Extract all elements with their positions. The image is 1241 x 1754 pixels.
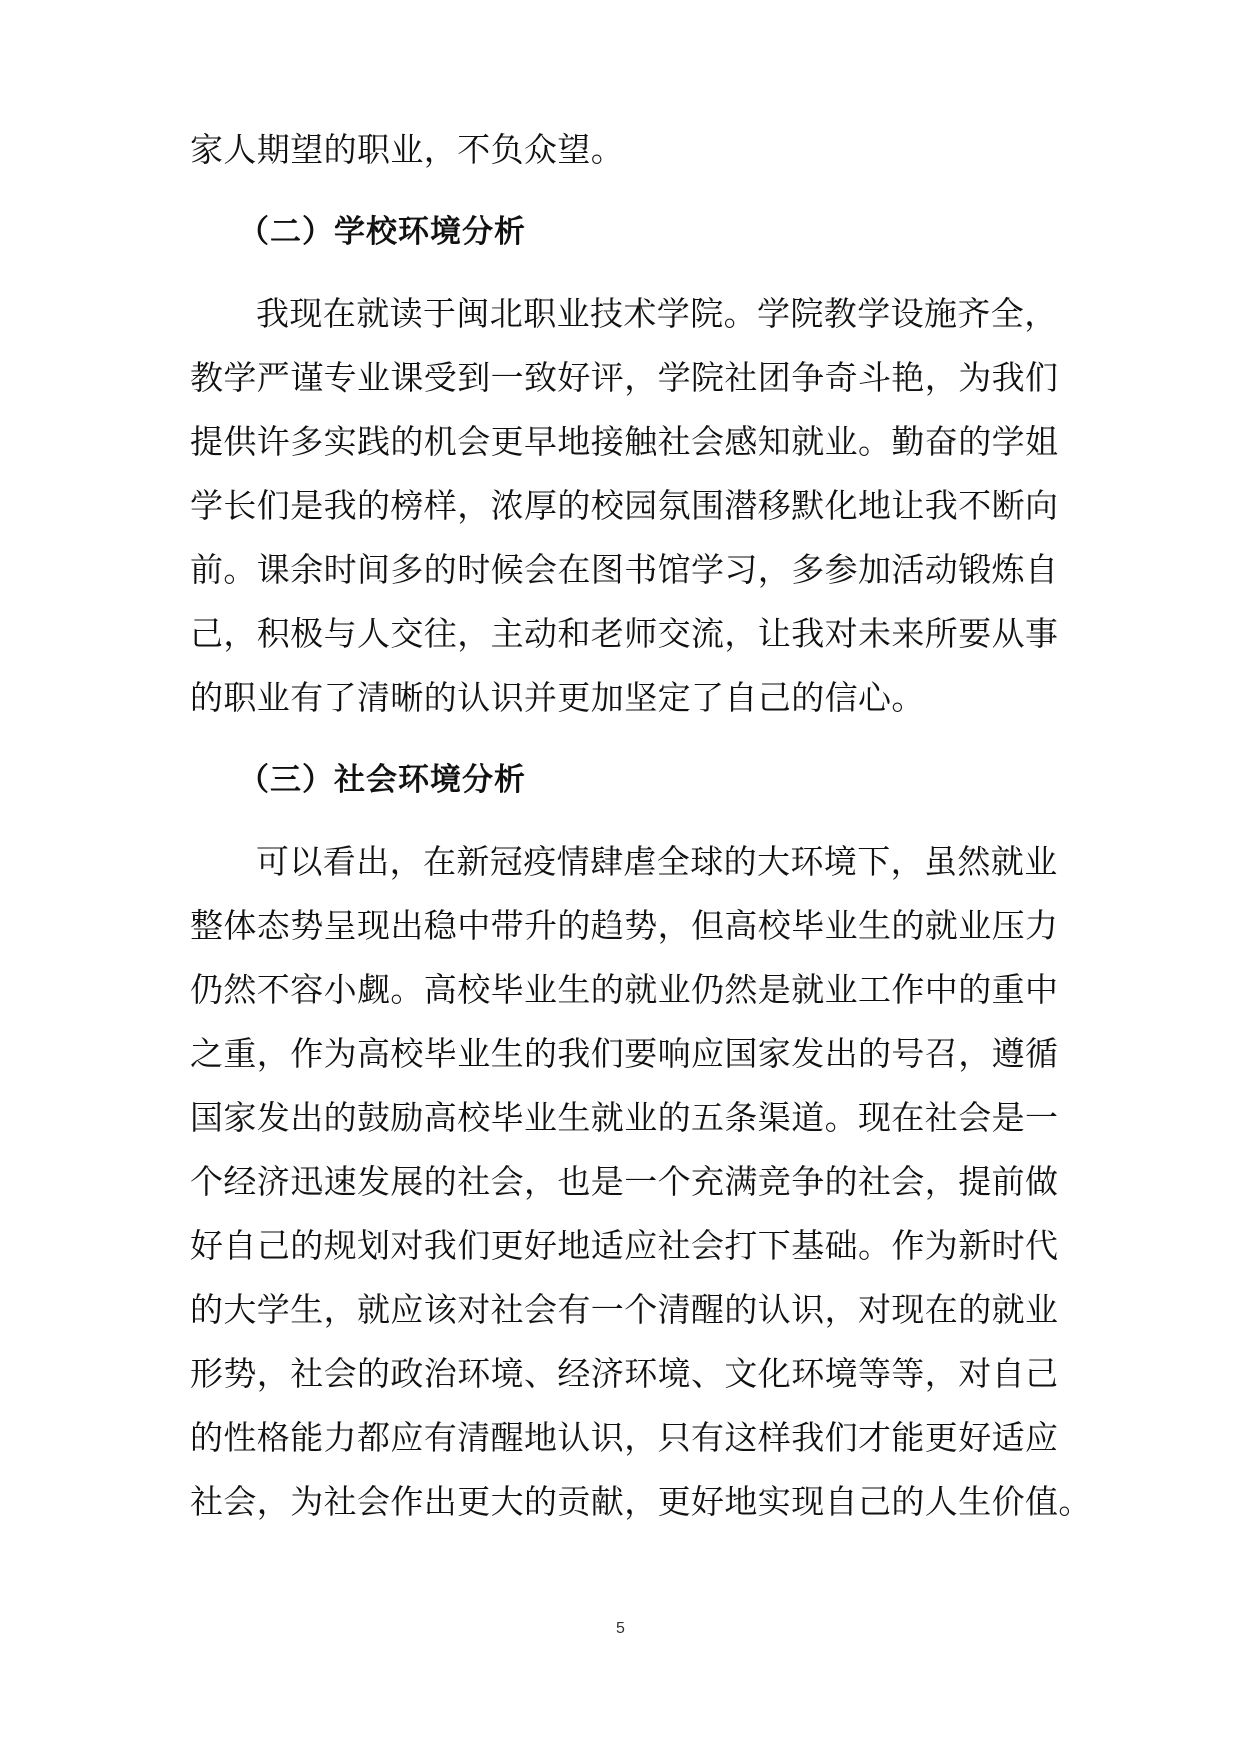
paragraph-line: 的性格能力都应有清醒地认识，只有这样我们才能更好适应 <box>190 1418 1059 1457</box>
paragraph-line: 的大学生，就应该对社会有一个清醒的认识，对现在的就业 <box>190 1290 1059 1329</box>
paragraph-line: 家人期望的职业，不负众望。 <box>190 130 625 169</box>
paragraph-line: 好自己的规划对我们更好地适应社会打下基础。作为新时代 <box>190 1226 1059 1265</box>
continuation-paragraph <box>190 118 1060 182</box>
paragraph-line: 学长们是我的榜样，浓厚的校园氛围潜移默化地让我不断向 <box>190 486 1059 525</box>
paragraph-line: 可以看出，在新冠疫情肆虐全球的大环境下，虽然就业 <box>256 842 1058 881</box>
page-body <box>190 118 1092 1534</box>
paragraph-line: 仍然不容小觑。高校毕业生的就业仍然是就业工作中的重中 <box>190 970 1059 1009</box>
paragraph-line: 教学严谨专业课受到一致好评，学院社团争奇斗艳，为我们 <box>190 358 1059 397</box>
paragraph-line: 社会，为社会作出更大的贡献，更好地实现自己的人生价值。 <box>190 1482 1092 1521</box>
paragraph-line: 己，积极与人交往，主动和老师交流，让我对未来所要从事 <box>190 614 1059 653</box>
social-environment-paragraph <box>190 830 1092 1534</box>
paragraph-line: 国家发出的鼓励高校毕业生就业的五条渠道。现在社会是一 <box>190 1098 1059 1137</box>
paragraph-line: 之重，作为高校毕业生的我们要响应国家发出的号召，遵循 <box>190 1034 1059 1073</box>
section-heading-school-environment: （二）学校环境分析 <box>238 214 526 250</box>
school-environment-paragraph <box>190 282 1060 730</box>
paragraph-line: 形势，社会的政治环境、经济环境、文化环境等等，对自己 <box>190 1354 1059 1393</box>
section-heading-social-environment: （三）社会环境分析 <box>238 762 526 798</box>
page-number: 5 <box>616 1620 625 1637</box>
paragraph-line: 我现在就读于闽北职业技术学院。学院教学设施齐全， <box>256 294 1058 333</box>
paragraph-line: 个经济迅速发展的社会，也是一个充满竞争的社会，提前做 <box>190 1162 1059 1201</box>
paragraph-line: 提供许多实践的机会更早地接触社会感知就业。勤奋的学姐 <box>190 422 1059 461</box>
paragraph-line: 整体态势呈现出稳中带升的趋势，但高校毕业生的就业压力 <box>190 906 1059 945</box>
paragraph-line: 的职业有了清晰的认识并更加坚定了自己的信心。 <box>190 678 925 717</box>
paragraph-line: 前。课余时间多的时候会在图书馆学习，多参加活动锻炼自 <box>190 550 1059 589</box>
